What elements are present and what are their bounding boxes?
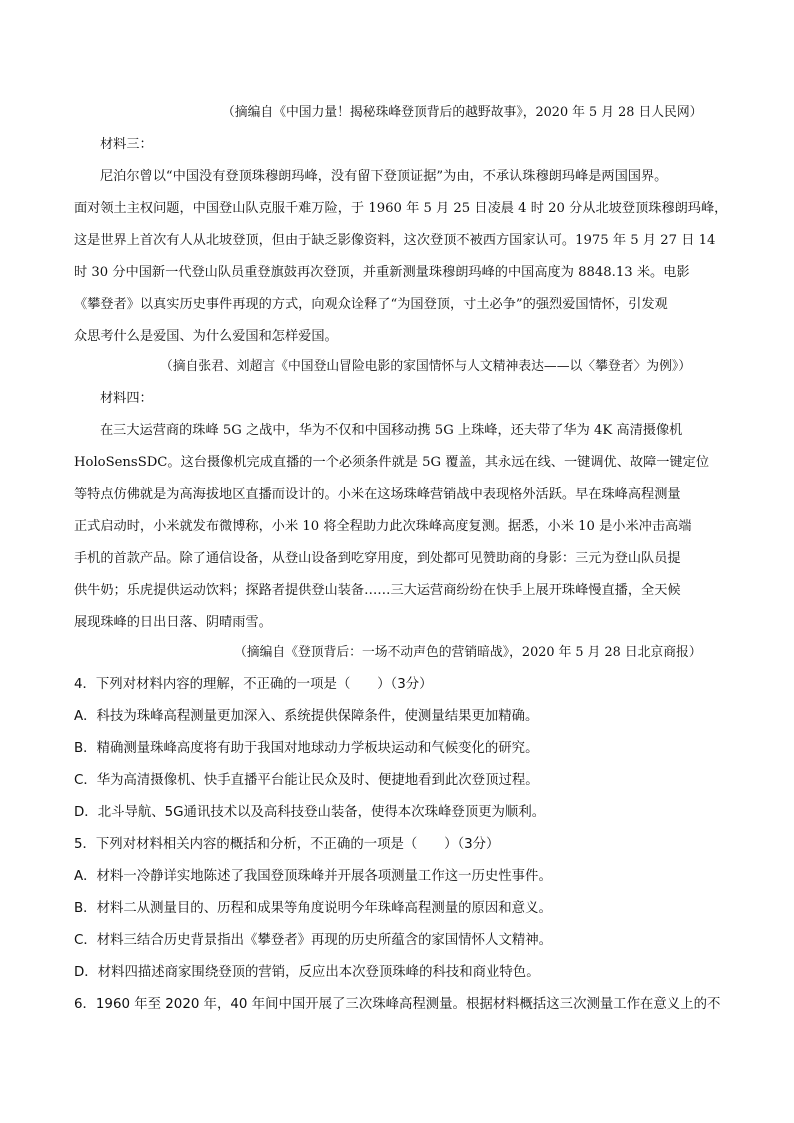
source-citation-material4: （摘编自《登顶背后：一场不动声色的营销暗战》，2020 年 5 月 28 日北京商报）	[234, 645, 702, 660]
question-4-option-b: B．精确测量珠峰高度将有助于我国对地球动力学板块运动和气候变化的研究。	[74, 741, 539, 756]
material3-line: 众思考什么是爱国、为什么爱国和怎样爱国。	[74, 329, 338, 344]
question-5-option-a: A．材料一冷静详实地陈述了我国登顶珠峰并开展各项测量工作这一历史性事件。	[74, 869, 552, 884]
material3-line: 时 30 分中国新一代登山队员重登旗鼓再次登顶，并重新测量珠穆朗玛峰的中国高度为 8848.13 米。电影	[74, 265, 690, 280]
source-citation-material2: （摘编自《中国力量！揭秘珠峰登顶背后的越野故事》，2020 年 5 月 28 日人民网）	[222, 105, 703, 120]
source-citation-material3: （摘自张君、刘超言《中国登山冒险电影的家国情怀与人文精神表达——以〈攀登者〉为例》）	[160, 359, 692, 374]
question-5-option-b: B．材料二从测量目的、历程和成果等角度说明今年珠峰高程测量的原因和意义。	[74, 901, 552, 916]
material4-line: HoloSensSDC。这台摄像机完成直播的一个必须条件就是 5G 覆盖，其永远在线、一键调优、故障一键定位	[74, 455, 710, 470]
material4-line: 在三大运营商的珠峰 5G 之战中，华为不仅和中国移动携 5G 上珠峰，还夫带了华为 4K 高清摄像机	[100, 423, 683, 438]
material4-line: 等特点仿佛就是为高海拔地区直播而设计的。小米在这场珠峰营销战中表现格外活跃。早在珠峰高程测量	[74, 487, 681, 502]
material4-line: 手机的首款产品。除了通信设备，从登山设备到吃穿用度，到处都可见赞助商的身影：三元为登山队员提	[74, 551, 681, 566]
question-5-option-c: C．材料三结合历史背景指出《攀登者》再现的历史所蕴含的家国情怀人文精神。	[74, 933, 553, 948]
question-5-stem: 5．下列对材料相关内容的概括和分析，不正确的一项是（ ）（3分）	[74, 837, 500, 852]
question-4-option-d: D．北斗导航、5G通讯技术以及高科技登山装备，使得本次珠峰登顶更为顺利。	[74, 805, 546, 820]
material4-line: 正式启动时，小米就发布微博称，小米 10 将全程助力此次珠峰高度复测。据悉，小米 10 是小米冲击高端	[74, 519, 692, 534]
question-4-stem: 4．下列对材料内容的理解，不正确的一项是（ ）（3分）	[74, 677, 433, 692]
material3-line: 这是世界上首次有人从北坡登顶，但由于缺乏影像资料，这次登顶不被西方国家认可。1975 年 5 月 27 日 14	[74, 233, 716, 248]
material3-label: 材料三：	[100, 137, 153, 152]
material4-label: 材料四：	[100, 391, 153, 406]
material3-line: 面对领土主权问题，中国登山队克服千难万险，于 1960 年 5 月 25 日凌晨 4 时 20 分从北坡登顶珠穆朗玛峰，	[74, 201, 728, 216]
question-4-option-a: A．科技为珠峰高程测量更加深入、系统提供保障条件，使测量结果更加精确。	[74, 709, 539, 724]
question-4-option-c: C．华为高清摄像机、快手直播平台能让民众及时、便捷地看到此次登顶过程。	[74, 773, 539, 788]
question-6-stem: 6．1960 年至 2020 年，40 年间中国开展了三次珠峰高程测量。根据材料概括这三次测量工作在意义上的不	[74, 997, 721, 1012]
question-5-option-d: D．材料四描述商家围绕登顶的营销，反应出本次登顶珠峰的科技和商业特色。	[74, 965, 540, 980]
material3-line: 尼泊尔曾以“中国没有登顶珠穆朗玛峰，没有留下登顶证据”为由，不承认珠穆朗玛峰是两国国界。	[100, 169, 668, 184]
material3-line: 《攀登者》以真实历史事件再现的方式，向观众诠释了“为国登顶，寸土必争”的强烈爱国情怀，引发观	[74, 297, 668, 312]
material4-line: 展现珠峰的日出日落、阴晴雨雪。	[74, 615, 272, 630]
material4-line: 供牛奶；乐虎提供运动饮料；探路者提供登山装备……三大运营商纷纷在快手上展开珠峰慢直播，全天候	[74, 583, 681, 598]
